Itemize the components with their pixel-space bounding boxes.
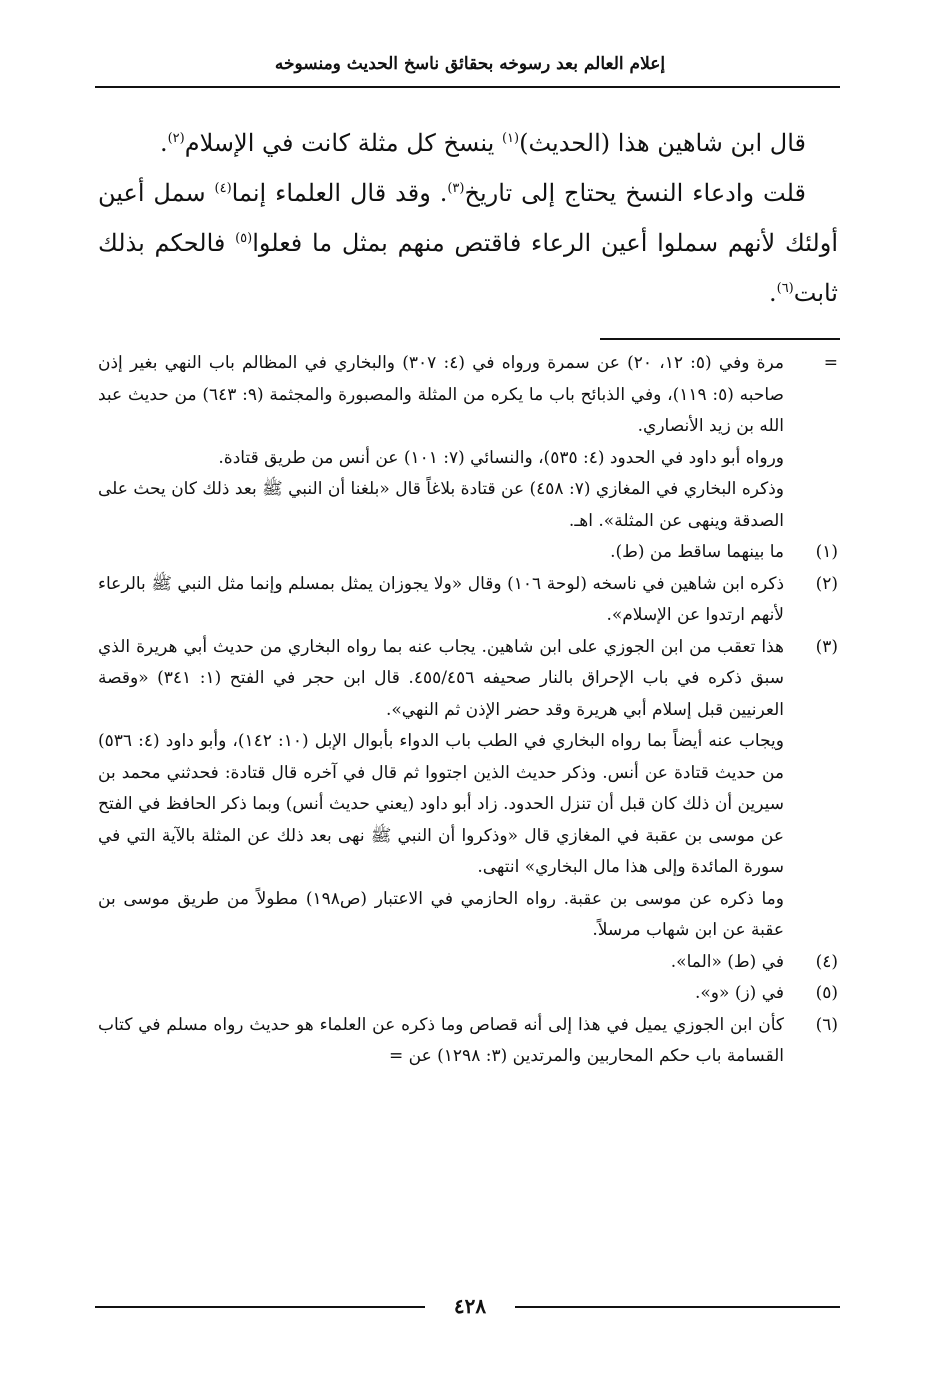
footnote-text: ويجاب عنه أيضاً بما رواه البخاري في الطب باب الدواء بأبوال الإبل (١٠: ١٤٢)، وأبو داود (٤: ٥٣٦) من حديث قتادة عن أنس. وذكر حديث الذين اجتووا ثم قال في آخره قال قتادة: فحدثني محمد بن سيرين أن ذلك كان قبل أن تنزل الحدود. زاد أبو داود (يعني حديث أنس) وبما ذكر الحافظ في الفتح عن موسى بن عقبة في المغازي قال «وذكروا أن النبي ﷺ نهى بعد ذلك عن المثلة بالآية التي في سورة المائدة وإلى هذا مال البخاري» انتهى. (98, 731, 784, 877)
footnote-continued (98, 348, 838, 537)
footnote-text: وما ذكره عن موسى بن عقبة. رواه الحازمي في الاعتبار (ص١٩٨) مطولاً من طريق موسى بن عقبة عن ابن شهاب مرسلاً. (98, 888, 784, 940)
header-rule (95, 86, 840, 88)
main-text (98, 118, 838, 318)
footnote-number: (٣) (815, 636, 838, 657)
text-run: . (159, 129, 168, 157)
footnote-text: ما بينهما ساقط من (ط). (610, 542, 784, 562)
footnote-text: في (ز) «و». (695, 983, 784, 1003)
footnote-ref-3: (٣) (447, 181, 465, 196)
footnote-ref-1: (١) (501, 131, 520, 146)
running-title: إعلام العالم بعد رسوخه بحقائق ناسخ الحديث ومنسوخه (274, 54, 666, 74)
footnote-text: هذا تعقب من ابن الجوزي على ابن شاهين. يجاب عنه بما رواه البخاري من حديث أبي هريرة الذي سبق ذكره في باب الإحراق بالنار صحيفه ٤٥٥/٤٥٦. قال ابن حجر في الفتح (١: ٣٤١) «وقصة العرنيين قبل إسلام أبي هريرة وقد حضر الإذن ثم النهي». (98, 636, 785, 720)
text-run: . وقد قال العلماء إنما (231, 179, 448, 207)
text-run: سمل أعين أولئك لأنهم سملوا أعين الرعاء فاقتص منهم بمثل ما فعلوا (98, 179, 839, 257)
footnote-text: كأن ابن الجوزي يميل في هذا إلى أنه قصاص وما ذكره عن العلماء هو حديث رواه مسلم في كتاب القسامة باب حكم المحاربين والمرتدين (٣: ١٢٩٨) عن = (98, 1014, 785, 1066)
footnote-1 (98, 537, 838, 569)
text-run: قلت وادعاء النسخ يحتاج إلى تاريخ (464, 179, 807, 207)
footnote-number: (٥) (815, 983, 838, 1003)
text-run: . (768, 279, 777, 307)
footnote-4 (98, 947, 838, 979)
text-run: فالحكم بذلك ثابت (98, 229, 838, 307)
text-run: ينسخ كل مثلة كانت في الإسلام (184, 129, 502, 157)
footnote-body (98, 632, 784, 947)
footer-rule-left (95, 1306, 425, 1308)
page-footer (95, 1292, 840, 1322)
footnote-text: ورواه أبو داود في الحدود (٤: ٥٣٥)، والنسائي (٧: ١٠١) عن أنس من طريق قتادة. (218, 447, 784, 468)
footnote-ref-2: (٢) (167, 131, 185, 146)
main-paragraph-2 (98, 168, 838, 318)
footnote-5 (98, 978, 838, 1010)
footnote-separator (600, 338, 840, 340)
footnote-ref-6: (٦) (776, 281, 794, 296)
footer-rule-right (515, 1306, 840, 1308)
footnote-text: ذكره ابن شاهين في ناسخه (لوحة ١٠٦) وقال «ولا يجوزان يمثل بمسلم وإنما مثل النبي ﷺ بالرعاء لأنهم ارتدوا عن الإسلام». (98, 573, 785, 625)
footnote-3 (98, 632, 838, 947)
footnote-2 (98, 569, 838, 632)
footnote-number: (٦) (815, 1014, 838, 1035)
footnote-number: (١) (815, 542, 838, 562)
footnote-ref-5: (٥) (235, 231, 253, 246)
footnote-number: (٢) (815, 573, 838, 594)
page-number: ٤٢٨ (453, 1294, 487, 1318)
footnotes (98, 348, 838, 1073)
footnote-6 (98, 1010, 838, 1073)
text-run: قال ابن شاهين هذا (الحديث) (519, 129, 806, 157)
continuation-marker: = (823, 353, 838, 373)
footnote-ref-4: (٤) (214, 181, 232, 196)
main-paragraph-1 (98, 118, 838, 168)
footnote-text: وذكره البخاري في المغازي (٧: ٤٥٨) عن قتادة بلاغاً قال «بلغنا أن النبي ﷺ بعد ذلك كان يحث على الصدقة وينهى عن المثلة». اهـ. (98, 479, 784, 531)
footnote-text: في (ط) «الما». (670, 951, 784, 972)
footnote-text: مرة وفي (٥: ١٢، ٢٠) عن سمرة ورواه في (٤: ٣٠٧) والبخاري في المظالم باب النهي بغير إذن صاحبه (٥: ١١٩)، وفي الذبائح باب ما يكره من المثلة والمصبورة والمجثمة (٩: ٦٤٣) من حديث عبد الله بن زيد الأنصاري. (98, 353, 785, 436)
footnote-body (98, 348, 784, 537)
footnote-number: (٤) (815, 951, 838, 972)
